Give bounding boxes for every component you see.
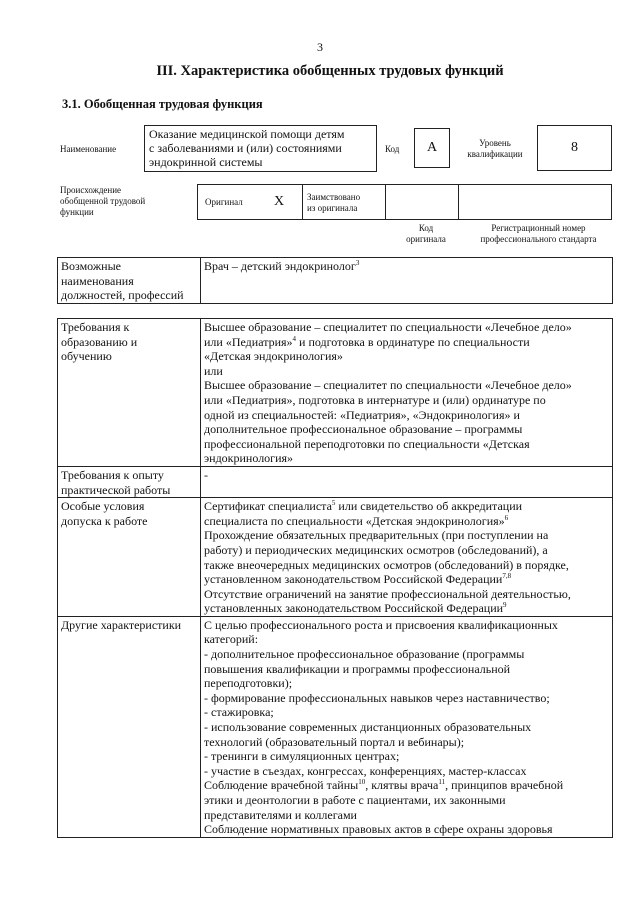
name-label: Наименование: [60, 144, 117, 154]
other-value: С целью профессионального роста и присвоения квалификационных категорий: - дополнительное профессиональное образование (программы повышения квалификации и программы профессиональной переподготовки); - формирование профессиональных навыков через наставничество; - стажировка; - использование современных дистанционных образовательных технологий (образовательный портал и вебинары); - тренинги в симуляционных центрах; - участие в съездах, конгрессах, конференциях, мастер-классах Соблюдение врачебной тайны$^{10}$, клятвы врача$^{11}$, принципов врачебной этики и деонтологии в работе с пациентами, их законными представителями и коллегами Соблюдение нормативных правовых актов в сфере охраны здоровья: [201, 616, 613, 837]
experience-value: -: [201, 466, 613, 497]
level-value-box: 8: [537, 125, 612, 171]
subsection-title: 3.1. Обобщенная трудовая функция: [62, 97, 263, 111]
original-label: Оригинал: [205, 197, 243, 207]
function-name-line: Оказание медицинской помощи детям: [149, 127, 345, 141]
education-value: Высшее образование – специалитет по специальности «Лечебное дело» или «Педиатрия»$^4$ и подготовка в ординатуре по специальности «Детская эндокринология» или Высшее образование – специалитет по специальности «Лечебное дело» или «Педиатрия», подготовка в интернатуре и (или) ординатуре по одной из специальностей: «Педиатрия», «Эндокринология» и дополнительное профессиональное образование – программы профессиональной переподготовки по специальности «Детская эндокринология»: [201, 319, 613, 467]
function-name-line: с заболеваниями и (или) состояниями: [149, 141, 342, 155]
origin-table: [197, 184, 612, 220]
admission-label: Особые условия допуска к работе: [58, 498, 201, 617]
function-name-line: эндокринной системы: [149, 155, 263, 169]
code-label: Код: [385, 144, 400, 154]
education-label: Требования к образованию и обучению: [58, 319, 201, 467]
experience-row: [58, 466, 613, 497]
positions-label: Возможные наименования должностей, профессий: [58, 258, 201, 304]
admission-value: Сертификат специалиста$^5$ или свидетельство об аккредитации специалиста по специальности «Детская эндокринология»$^6$ Прохождение обязательных предварительных (при поступлении на работу) и периодических медицинских осмотров (обследований), а также внеочередных медицинских осмотров (обследований) в порядке, установленном законодательством Российской Федерации$^{7,8}$ Отсутствие ограничений на занятие профессиональной деятельностью, установленных законодательством Российской Федерации$^9$: [201, 498, 613, 617]
requirements-table: [57, 318, 613, 838]
experience-label: Требования к опыту практической работы: [58, 466, 201, 497]
positions-value: Врач – детский эндокринолог$^3$: [201, 258, 613, 304]
positions-table: [57, 257, 613, 304]
borrowed-label: Заимствовано из оригинала: [307, 192, 361, 213]
original-code-caption: Код оригинала: [406, 223, 446, 244]
level-label: Уровень квалификации: [467, 138, 523, 159]
origin-label: Происхождение обобщенной трудовой функции: [60, 185, 146, 217]
admission-row: [58, 498, 613, 617]
registration-caption: Регистрационный номер профессионального стандарта: [480, 223, 597, 244]
education-row: [58, 319, 613, 467]
other-label: Другие характеристики: [58, 616, 201, 837]
page-number: 3: [317, 40, 323, 54]
function-name-box: [144, 125, 377, 172]
other-row: [58, 616, 613, 837]
code-value-box: А: [414, 128, 450, 168]
original-mark: X: [274, 194, 285, 209]
section-title: III. Характеристика обобщенных трудовых функций: [156, 63, 504, 79]
